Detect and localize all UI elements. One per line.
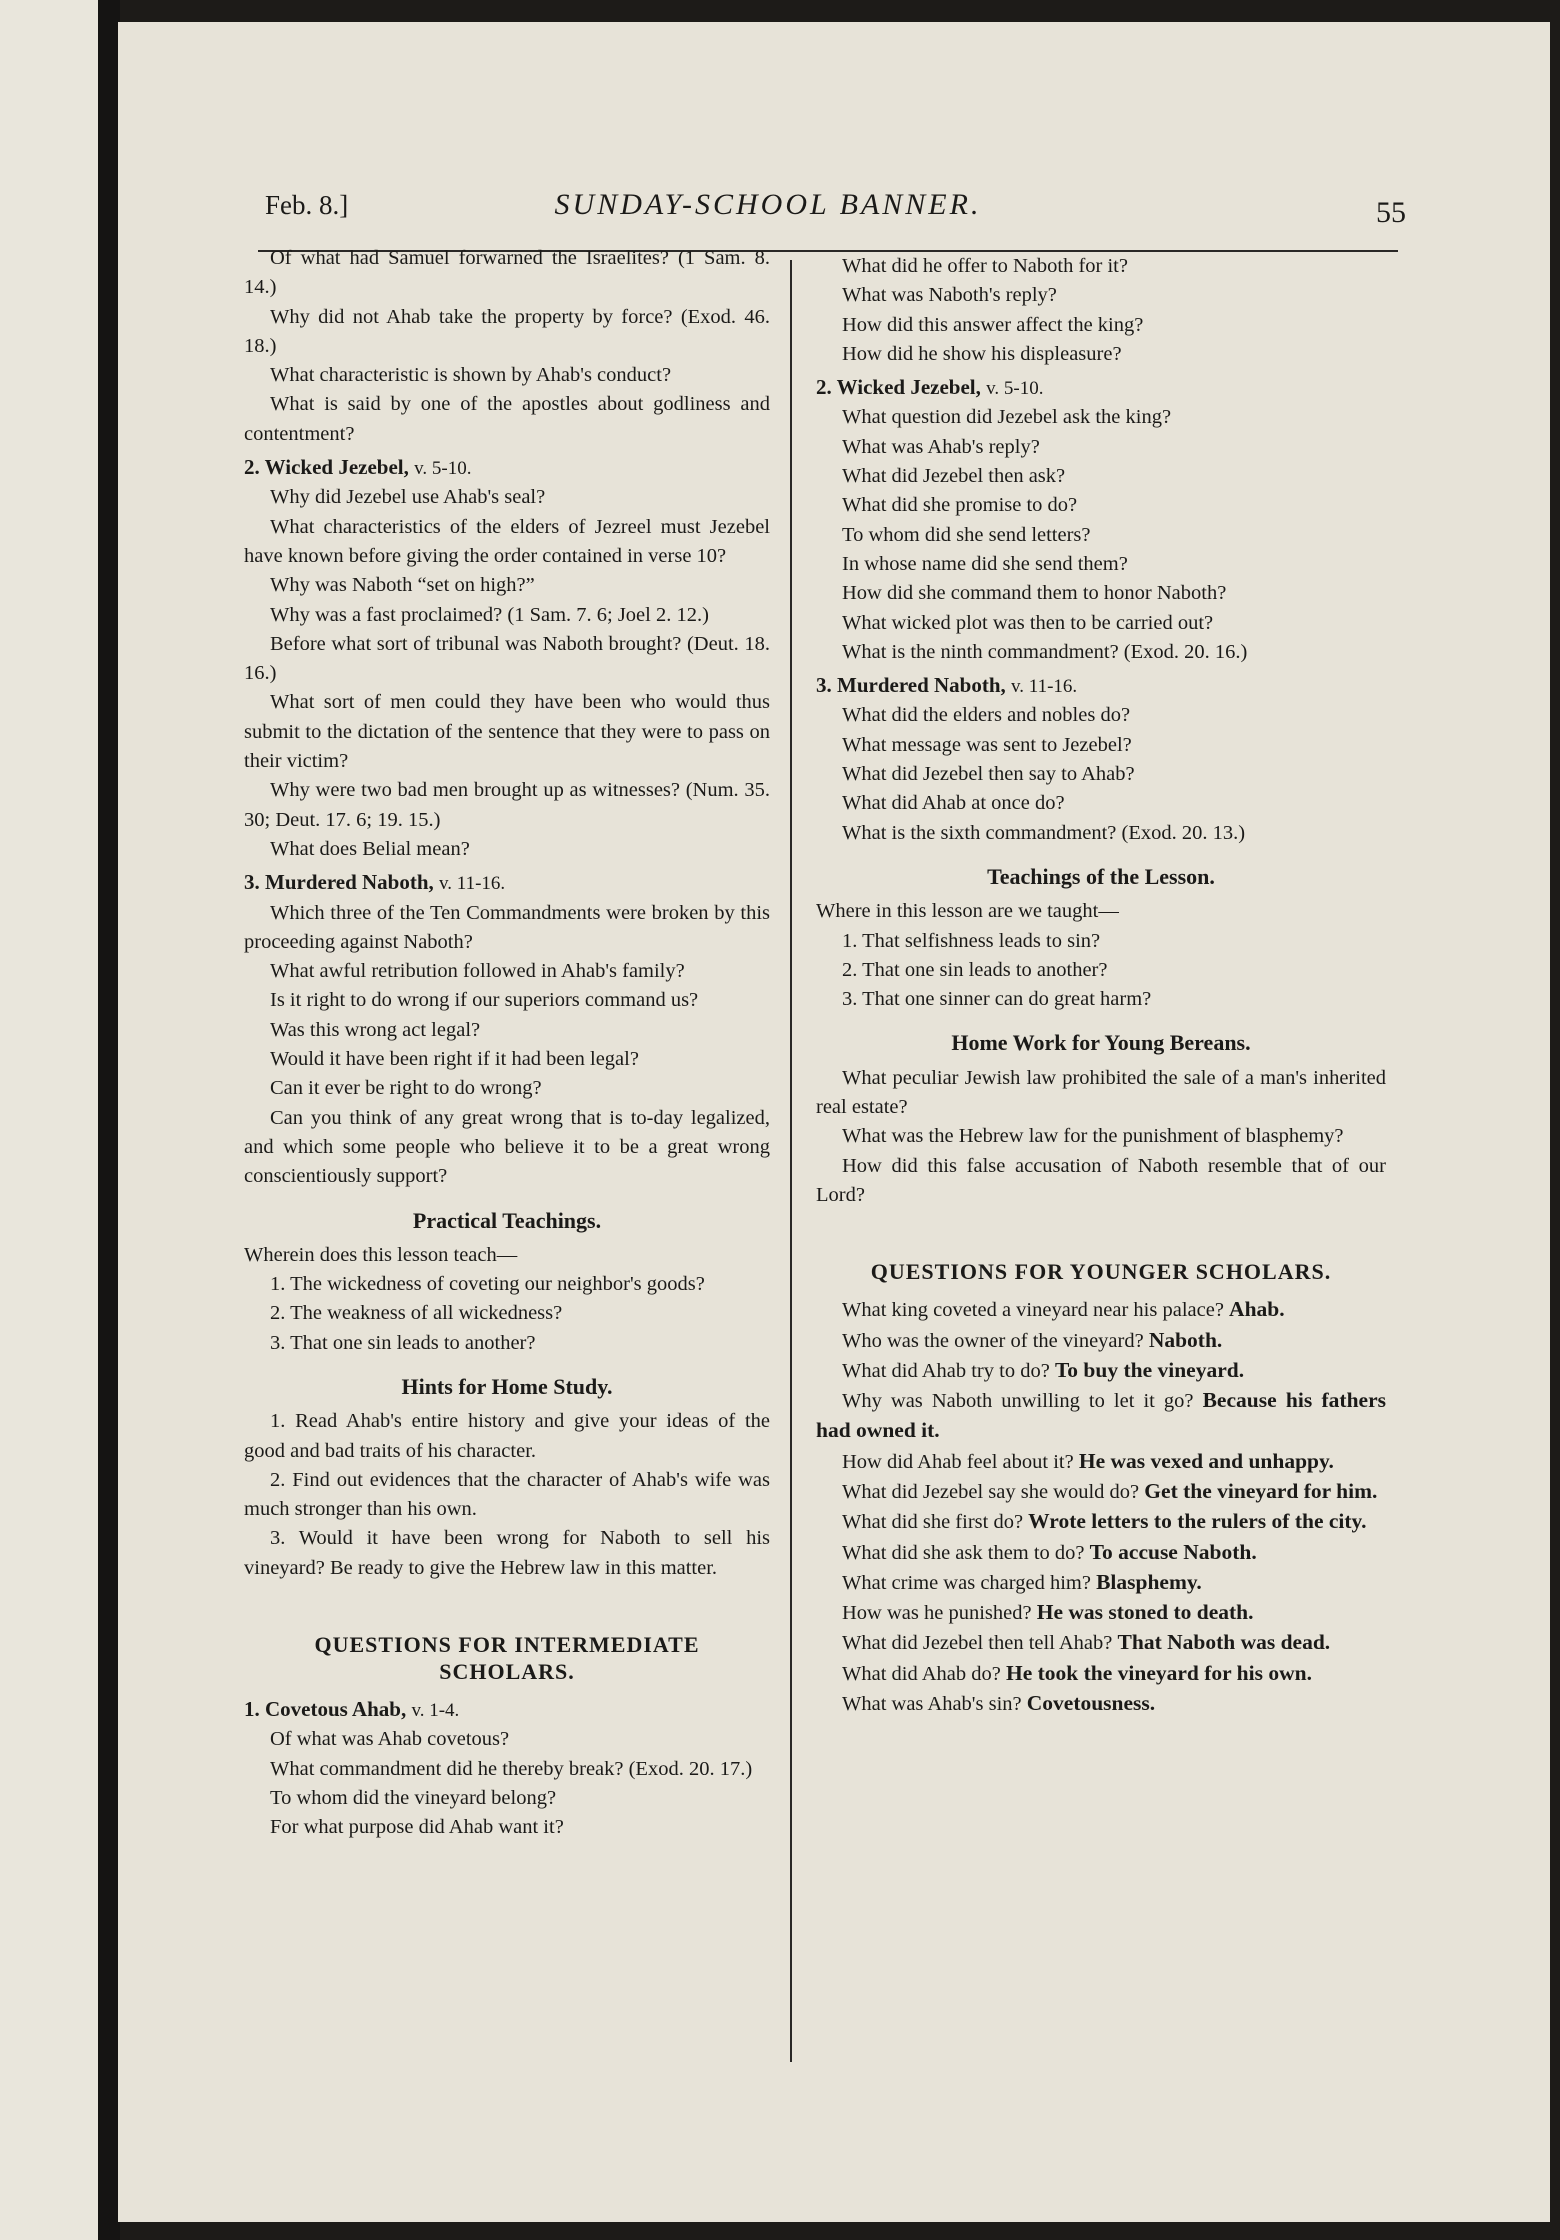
header-date: Feb. 8.] xyxy=(265,190,349,220)
list-item: 2. The weakness of all wickedness? xyxy=(270,1302,563,1325)
qa-question: What did Ahab try to do? xyxy=(842,1359,1050,1382)
qa-question: What did she first do? xyxy=(842,1511,1024,1534)
qa-question: What did Ahab do? xyxy=(842,1662,1001,1685)
qa-item xyxy=(816,1386,1386,1447)
question: What did she promise to do? xyxy=(842,494,1078,517)
verse-ref: v. 11-16. xyxy=(439,873,506,895)
qa-item xyxy=(816,1447,1386,1477)
qa-question: What did Jezebel then tell Ahab? xyxy=(842,1632,1113,1655)
list-item: 1. The wickedness of coveting our neighbor's goods? xyxy=(270,1273,705,1296)
qa-item xyxy=(816,1628,1386,1658)
list-item: 1. Read Ahab's entire history and give your ideas of the good and bad traits of his character. xyxy=(244,1410,770,1462)
qa-item xyxy=(816,1538,1386,1568)
question: What characteristic is shown by Ahab's conduct? xyxy=(270,364,672,387)
question: What sort of men could they have been who would thus submit to the dictation of the sentence that they were to pass on their victim? xyxy=(244,691,770,773)
question: What is said by one of the apostles about godliness and contentment? xyxy=(244,393,770,445)
question: What was Ahab's reply? xyxy=(842,435,1040,458)
question: What is the sixth commandment? (Exod. 20. 13.) xyxy=(842,821,1246,844)
running-header xyxy=(118,184,1550,244)
question: How did he show his displeasure? xyxy=(842,342,1122,365)
qa-answer: To accuse Naboth. xyxy=(1089,1539,1257,1564)
subheading-title: 3. Murdered Naboth, xyxy=(816,673,1006,698)
verse-ref: v. 1-4. xyxy=(411,1700,460,1722)
qa-answer: Naboth. xyxy=(1148,1327,1223,1352)
qa-item xyxy=(816,1356,1386,1386)
verse-ref: v. 5-10. xyxy=(986,378,1044,400)
question: Can it ever be right to do wrong? xyxy=(270,1077,542,1100)
column-divider xyxy=(790,260,792,2062)
list-item: 3. That one sin leads to another? xyxy=(270,1331,536,1354)
question: In whose name did she send them? xyxy=(842,552,1128,575)
question: What characteristics of the elders of Jezreel must Jezebel have known before giving the order contained in verse 10? xyxy=(244,515,770,567)
qa-item xyxy=(816,1568,1386,1598)
question: What peculiar Jewish law prohibited the sale of a man's inherited real estate? xyxy=(816,1066,1386,1119)
qa-answer: Covetousness. xyxy=(1026,1691,1156,1716)
subheading-title: 3. Murdered Naboth, xyxy=(244,870,434,895)
question: Why were two bad men brought up as witnesses? (Num. 35. 30; Deut. 17. 6; 19. 15.) xyxy=(244,779,770,831)
list-item: 2. That one sin leads to another? xyxy=(842,958,1108,981)
qa-question: What did she ask them to do? xyxy=(842,1541,1085,1564)
qa-question: How did Ahab feel about it? xyxy=(842,1450,1074,1473)
qa-answer: He was vexed and unhappy. xyxy=(1078,1448,1334,1473)
subheading xyxy=(244,453,770,483)
question: To whom did she send letters? xyxy=(842,523,1091,546)
question: What did Ahab at once do? xyxy=(842,792,1065,815)
qa-question: How was he punished? xyxy=(842,1602,1032,1625)
question: What awful retribution followed in Ahab's family? xyxy=(270,960,685,983)
qa-answer: Because his fathers had owned it. xyxy=(816,1388,1386,1443)
question: Was this wrong act legal? xyxy=(270,1018,481,1041)
qa-question: What crime was charged him? xyxy=(842,1571,1091,1594)
question: What wicked plot was then to be carried out? xyxy=(842,611,1214,634)
section-intro: Where in this lesson are we taught— xyxy=(816,900,1119,923)
question: Why did Jezebel use Ahab's seal? xyxy=(270,486,546,509)
subheading xyxy=(816,671,1386,701)
question: Why was a fast proclaimed? (1 Sam. 7. 6; Joel 2. 12.) xyxy=(270,603,709,626)
section-heading: QUESTIONS FOR INTERMEDIATE SCHOLARS. xyxy=(314,1632,700,1685)
qa-item xyxy=(816,1326,1386,1356)
page-number: 55 xyxy=(1376,196,1406,229)
qa-item xyxy=(816,1659,1386,1689)
question: Why was Naboth “set on high?” xyxy=(270,574,535,597)
section-heading: Teachings of the Lesson. xyxy=(987,863,1215,889)
section-heading: Hints for Home Study. xyxy=(401,1373,613,1399)
page xyxy=(118,22,1550,2222)
qa-question: What did Jezebel say she would do? xyxy=(842,1480,1140,1503)
subheading-title: 1. Covetous Ahab, xyxy=(244,1697,407,1722)
subheading-title: 2. Wicked Jezebel, xyxy=(816,375,981,400)
book-spine xyxy=(98,0,120,2240)
question: Can you think of any great wrong that is to-day legalized, and which some people who believe it to be a great wrong conscientiously support? xyxy=(244,1106,770,1188)
question: What does Belial mean? xyxy=(270,837,470,860)
question: Why did not Ahab take the property by force? (Exod. 46. 18.) xyxy=(244,305,770,357)
verse-ref: v. 5-10. xyxy=(414,458,472,480)
question: What commandment did he thereby break? (Exod. 20. 17.) xyxy=(270,1757,753,1780)
qa-item xyxy=(816,1689,1386,1719)
qa-question: Who was the owner of the vineyard? xyxy=(842,1329,1144,1352)
list-item: 1. That selfishness leads to sin? xyxy=(842,929,1101,952)
question: What was Naboth's reply? xyxy=(842,284,1057,307)
question: For what purpose did Ahab want it? xyxy=(270,1816,564,1839)
question: Before what sort of tribunal was Naboth brought? (Deut. 18. 16.) xyxy=(244,632,770,685)
subheading xyxy=(244,1695,770,1725)
list-item: 2. Find out evidences that the character of Ahab's wife was much stronger than his own. xyxy=(244,1468,770,1521)
question: How did this answer affect the king? xyxy=(842,313,1144,336)
question: Which three of the Ten Commandments were broken by this proceeding against Naboth? xyxy=(244,901,770,953)
question: What did Jezebel then ask? xyxy=(842,465,1066,488)
question: What was the Hebrew law for the punishment of blasphemy? xyxy=(842,1125,1344,1148)
qa-answer: Ahab. xyxy=(1229,1297,1285,1322)
qa-item xyxy=(816,1295,1386,1325)
question: What did Jezebel then say to Ahab? xyxy=(842,763,1135,786)
qa-item xyxy=(816,1477,1386,1507)
qa-answer: Blasphemy. xyxy=(1096,1569,1202,1594)
qa-question: What was Ahab's sin? xyxy=(842,1693,1022,1716)
facing-page-edge xyxy=(0,0,100,2240)
question: Of what was Ahab covetous? xyxy=(270,1728,510,1751)
question: How did she command them to honor Naboth? xyxy=(842,582,1227,605)
qa-item xyxy=(816,1598,1386,1628)
qa-answer: To buy the vineyard. xyxy=(1054,1357,1245,1382)
verse-ref: v. 11-16. xyxy=(1011,676,1078,698)
question: To whom did the vineyard belong? xyxy=(270,1786,557,1809)
question: How did this false accusation of Naboth resemble that of our Lord? xyxy=(816,1154,1386,1206)
question: What is the ninth commandment? (Exod. 20. 16.) xyxy=(842,640,1248,663)
list-item: 3. That one sinner can do great harm? xyxy=(842,988,1152,1011)
qa-question: What king coveted a vineyard near his palace? xyxy=(842,1299,1224,1322)
question: Would it have been right if it had been legal? xyxy=(270,1048,639,1071)
question: What did he offer to Naboth for it? xyxy=(842,255,1128,277)
qa-answer: That Naboth was dead. xyxy=(1117,1630,1331,1655)
question: What message was sent to Jezebel? xyxy=(842,733,1132,756)
header-title: SUNDAY-SCHOOL BANNER. xyxy=(554,188,982,221)
right-column xyxy=(816,252,1386,1719)
left-column xyxy=(244,244,770,1843)
section-heading: Practical Teachings. xyxy=(412,1207,602,1233)
section-intro: Wherein does this lesson teach— xyxy=(244,1243,518,1266)
subheading xyxy=(816,373,1386,403)
question: What did the elders and nobles do? xyxy=(842,704,1131,727)
section-heading: Home Work for Young Bereans. xyxy=(951,1030,1251,1056)
subheading xyxy=(244,868,770,898)
subheading-title: 2. Wicked Jezebel, xyxy=(244,455,409,480)
list-item: 3. Would it have been wrong for Naboth to sell his vineyard? Be ready to give the Hebrew law in this matter. xyxy=(244,1527,770,1579)
qa-answer: Wrote letters to the rulers of the city. xyxy=(1028,1509,1367,1534)
section-heading: QUESTIONS FOR YOUNGER SCHOLARS. xyxy=(870,1259,1332,1285)
question: Is it right to do wrong if our superiors command us? xyxy=(270,989,699,1012)
qa-answer: Get the vineyard for him. xyxy=(1144,1478,1378,1503)
question: What question did Jezebel ask the king? xyxy=(842,406,1172,429)
question: Of what had Samuel forwarned the Israelites? (1 Sam. 8. 14.) xyxy=(244,247,770,299)
qa-answer: He took the vineyard for his own. xyxy=(1005,1660,1312,1685)
qa-answer: He was stoned to death. xyxy=(1036,1600,1254,1625)
qa-question: Why was Naboth unwilling to let it go? xyxy=(842,1390,1194,1413)
qa-item xyxy=(816,1507,1386,1537)
